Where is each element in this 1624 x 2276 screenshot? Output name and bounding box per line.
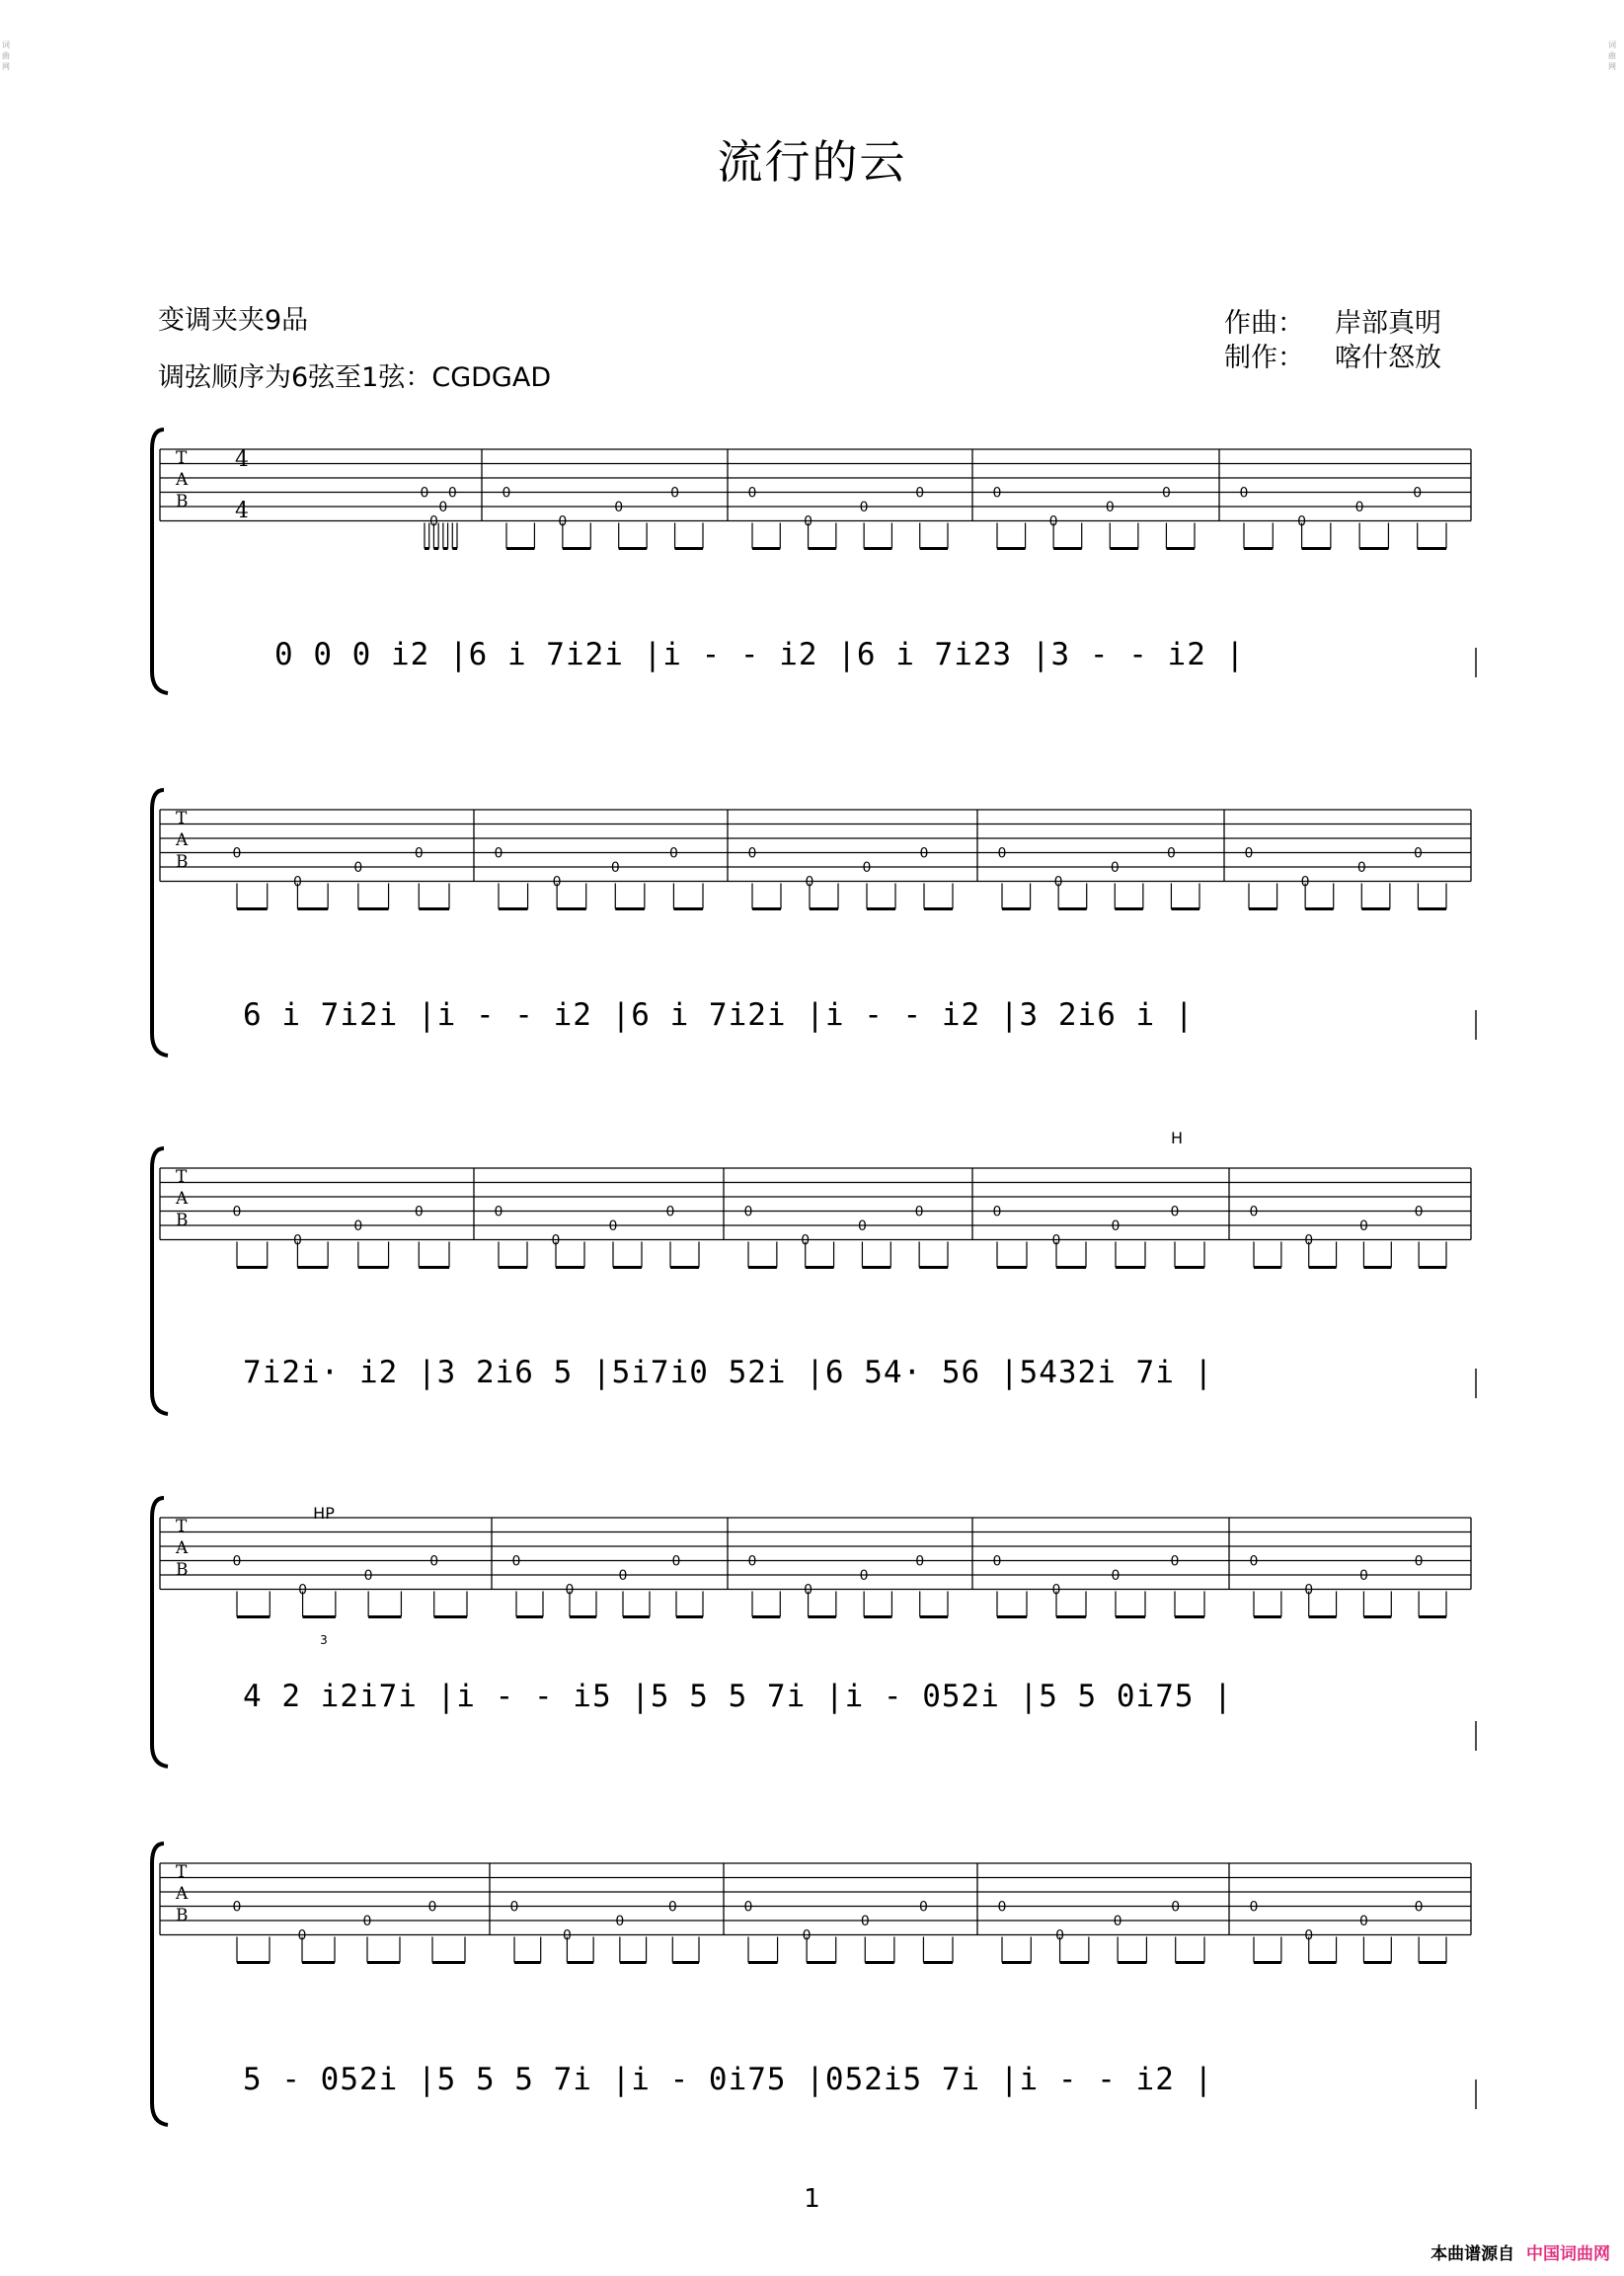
fret-number: 0 [743, 1204, 753, 1220]
fret-number: 0 [1053, 874, 1063, 891]
hammer-pull-mark: HP [313, 1504, 335, 1523]
fret-number: 0 [667, 1899, 677, 1916]
fret-number: 0 [1358, 1568, 1368, 1584]
numbered-notation-2: 6 i 7i2i |i - - i2 |6 i 7i2i |i - - i2 |3 2i6 i | [243, 997, 1195, 1033]
numbered-notation-4: 4 2 i2i7i |i - - i5 |5 5 5 7i |i - 052i |5 5 0i75 | [243, 1679, 1233, 1714]
fret-number: 0 [1111, 1568, 1121, 1584]
fret-number: 0 [1358, 1218, 1368, 1234]
fret-number: 0 [1105, 500, 1115, 515]
numbered-notation-1: 0 0 0 i2 |6 i 7i2i |i - - i2 |6 i 7i23 |3 - - i2 | [274, 637, 1246, 672]
tab-letter-2-2: A [176, 830, 189, 850]
triplet-mark: 3 [320, 1633, 328, 1647]
fret-number: 0 [420, 485, 429, 502]
fret-number: 0 [1304, 1927, 1314, 1944]
fret-number: 0 [919, 845, 929, 862]
fret-number: 0 [232, 1553, 242, 1570]
fret-number: 0 [859, 500, 869, 515]
fret-number: 0 [298, 1582, 308, 1599]
tab-letter-4-2: A [176, 1538, 189, 1558]
fret-number: 0 [1051, 1582, 1061, 1599]
tab-letter-3-1: T [176, 1167, 188, 1187]
fret-number: 0 [1414, 1899, 1424, 1916]
fret-number: 0 [232, 1204, 242, 1220]
page-title: 流行的云 [717, 135, 907, 189]
fret-number: 0 [1170, 1204, 1180, 1220]
fret-number: 0 [1244, 845, 1254, 862]
fret-number: 0 [1111, 1218, 1121, 1234]
composer-label: 作曲： [1224, 308, 1304, 339]
fret-number: 0 [494, 1204, 503, 1220]
time-signature-top: 4 [235, 447, 249, 472]
fret-number: 0 [608, 1218, 618, 1234]
fret-number: 0 [802, 1927, 812, 1944]
fret-number: 0 [1249, 1204, 1259, 1220]
fret-number: 0 [918, 1899, 928, 1916]
fret-number: 0 [297, 1927, 307, 1944]
tab-letter-2-3: B [176, 852, 189, 872]
fret-number: 0 [447, 485, 457, 502]
fret-number: 0 [743, 1899, 753, 1916]
fret-number: 0 [670, 485, 680, 502]
tab-letter-4-1: T [176, 1517, 188, 1536]
side-watermark-right: 词曲网 [1608, 40, 1616, 71]
fret-number: 0 [610, 860, 620, 876]
fret-number: 0 [1048, 513, 1058, 530]
fret-number: 0 [558, 513, 568, 530]
fret-number: 0 [363, 1568, 373, 1584]
source-footer [1431, 2239, 1610, 2264]
hammer-on-mark: H [1170, 1129, 1184, 1147]
fret-number: 0 [427, 1899, 437, 1916]
fret-number: 0 [414, 845, 424, 862]
fret-number: 0 [1055, 1927, 1065, 1944]
tab-letter-1-3: B [176, 492, 189, 511]
fret-number: 0 [859, 1568, 869, 1584]
fret-number: 0 [1239, 485, 1249, 502]
fret-number: 0 [565, 1582, 575, 1599]
fret-number: 0 [804, 1582, 813, 1599]
fret-number: 0 [665, 1204, 675, 1220]
fret-number: 0 [1358, 1914, 1368, 1929]
fret-number: 0 [353, 860, 363, 876]
fret-number: 0 [992, 1553, 1002, 1570]
tab-letter-4-3: B [176, 1560, 189, 1580]
fret-number: 0 [914, 1204, 924, 1220]
fret-number: 0 [671, 1553, 681, 1570]
tab-letter-1-1: T [176, 448, 188, 468]
fret-number: 0 [862, 860, 872, 876]
tab-letter-3-3: B [176, 1211, 189, 1230]
fret-number: 0 [857, 1218, 867, 1234]
capo-note: 变调夹夹9品 [158, 305, 309, 336]
fret-number: 0 [362, 1914, 372, 1929]
tuning-note: 调弦顺序为6弦至1弦：CGDGAD [158, 362, 552, 393]
fret-number: 0 [429, 1553, 439, 1570]
fret-number: 0 [915, 1553, 925, 1570]
fret-number: 0 [992, 1204, 1002, 1220]
fret-number: 0 [428, 513, 438, 530]
fret-number: 0 [353, 1218, 363, 1234]
fret-number: 0 [494, 845, 503, 862]
fret-number: 0 [1413, 845, 1423, 862]
fret-number: 0 [1304, 1232, 1314, 1249]
side-watermark-left: 词曲网 [2, 40, 10, 71]
fret-number: 0 [562, 1927, 572, 1944]
fret-number: 0 [1051, 1232, 1061, 1249]
fret-number: 0 [747, 485, 757, 502]
fret-number: 0 [805, 874, 814, 891]
fret-number: 0 [668, 845, 678, 862]
fret-number: 0 [1304, 1582, 1314, 1599]
fret-number: 0 [1249, 1899, 1259, 1916]
fret-number: 0 [511, 1553, 521, 1570]
tab-letter-1-2: A [176, 470, 189, 490]
fret-number: 0 [1354, 500, 1364, 515]
arranger-name: 喀什怒放 [1335, 343, 1441, 373]
fret-number: 0 [1166, 845, 1176, 862]
numbered-notation-5: 5 - 052i |5 5 5 7i |i - 0i75 |052i5 7i |i - - i2 | [243, 2062, 1214, 2097]
fret-number: 0 [1414, 1553, 1424, 1570]
fret-number: 0 [1170, 1553, 1180, 1570]
fret-number: 0 [997, 1899, 1007, 1916]
fret-number: 0 [232, 1899, 242, 1916]
fret-number: 0 [614, 500, 624, 515]
fret-number: 0 [747, 1553, 757, 1570]
fret-number: 0 [992, 485, 1002, 502]
tab-letter-3-2: A [176, 1189, 189, 1209]
arranger-label: 制作： [1224, 343, 1304, 373]
fret-number: 0 [1161, 485, 1171, 502]
fret-number: 0 [1249, 1553, 1259, 1570]
fret-number: 0 [997, 845, 1007, 862]
fret-number: 0 [1300, 874, 1310, 891]
fret-number: 0 [414, 1204, 424, 1220]
tab-letter-5-3: B [176, 1906, 189, 1925]
fret-number: 0 [292, 1232, 302, 1249]
time-signature-bottom: 4 [235, 499, 249, 523]
fret-number: 0 [615, 1914, 625, 1929]
fret-number: 0 [232, 845, 242, 862]
fret-number: 0 [618, 1568, 628, 1584]
numbered-notation-3: 7i2i· i2 |3 2i6 5 |5i7i0 52i |6 54· 56 |5432i 7i | [243, 1355, 1214, 1390]
fret-number: 0 [552, 874, 562, 891]
fret-number: 0 [438, 500, 448, 515]
fret-number: 0 [1110, 860, 1120, 876]
fret-number: 0 [1113, 1914, 1122, 1929]
page-number: 1 [804, 2184, 820, 2214]
footer-brand: 中国词曲网 [1526, 2244, 1610, 2264]
fret-number: 0 [747, 845, 757, 862]
fret-number: 0 [1414, 1204, 1424, 1220]
tab-letter-5-1: T [176, 1862, 188, 1882]
fret-number: 0 [801, 1232, 811, 1249]
fret-number: 0 [915, 485, 925, 502]
footer-prefix: 本曲谱源自 [1431, 2244, 1515, 2264]
tab-letter-5-2: A [176, 1884, 189, 1904]
fret-number: 0 [292, 874, 302, 891]
fret-number: 0 [1413, 485, 1423, 502]
fret-number: 0 [502, 485, 511, 502]
fret-number: 0 [509, 1899, 519, 1916]
fret-number: 0 [551, 1232, 561, 1249]
composer-name: 岸部真明 [1335, 308, 1441, 339]
fret-number: 0 [860, 1914, 870, 1929]
fret-number: 0 [1297, 513, 1307, 530]
tab-letter-2-1: T [176, 809, 188, 828]
fret-number: 0 [1356, 860, 1366, 876]
fret-number: 0 [804, 513, 813, 530]
fret-number: 0 [1171, 1899, 1181, 1916]
